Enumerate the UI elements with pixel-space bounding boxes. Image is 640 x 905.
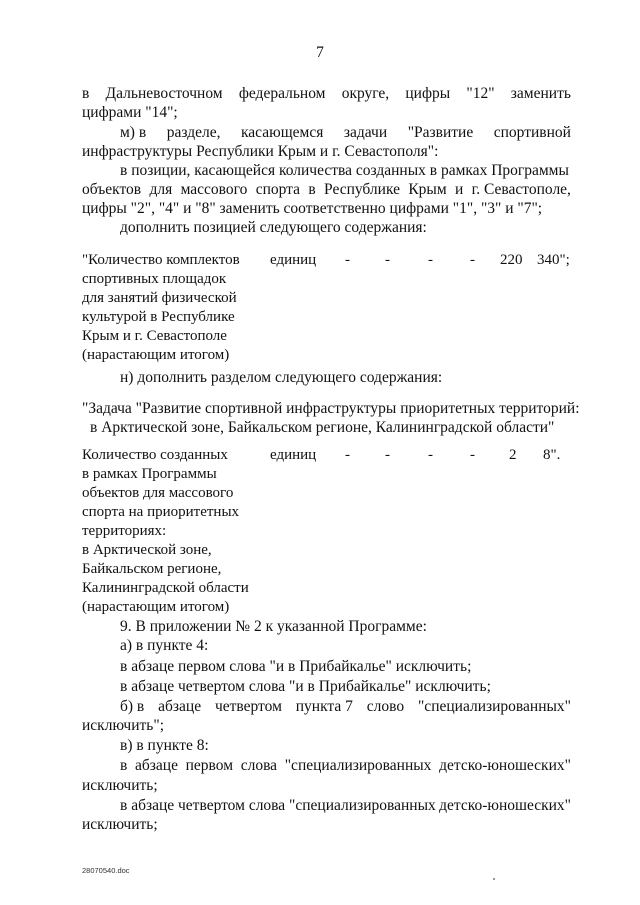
value-cell: 340"; [537, 252, 570, 268]
word: заменить [510, 85, 571, 102]
document-filename: 28070540.doc [82, 866, 130, 875]
word: "12" [466, 85, 495, 102]
indicator-name-line: Крым и г. Севастополе [82, 328, 227, 344]
indicator-name-line: для занятий физической [82, 290, 237, 306]
dash-cell: - [385, 252, 390, 268]
word: абзаце [135, 757, 178, 774]
word: в [120, 757, 128, 774]
indicator-name-line: в Арктической зоне, [82, 542, 212, 558]
word: абзаце [158, 698, 202, 715]
word: касающемся [241, 124, 324, 141]
dash-cell: - [428, 252, 433, 268]
task-title-line: "Задача "Развитие спортивной инфраструктуры приоритетных территорий: [82, 400, 580, 417]
word: б) в [120, 698, 145, 715]
indicator-name-line: культурой в Республике [82, 309, 235, 325]
word: Крым [408, 181, 447, 198]
paragraph-line [82, 84, 571, 104]
paragraph-line: цифры "2", "4" и "8" заменить соответственно цифрами "1", "3" и "7"; [82, 200, 543, 217]
paragraph-line: исключить"; [82, 717, 164, 734]
word: спорта [255, 181, 301, 198]
paragraph-line [120, 123, 571, 143]
dash-cell: - [470, 252, 475, 268]
word: Дальневосточном [105, 85, 223, 102]
word: "специализированных" [417, 698, 571, 715]
word: цифры [405, 85, 451, 102]
word: массового [180, 181, 248, 198]
dash-cell: - [428, 447, 433, 463]
task-title-line: в Арктической зоне, Байкальском регионе, Калининградской области" [90, 419, 555, 436]
paragraph-line: в) в пункте 8: [120, 737, 209, 754]
word: для [149, 181, 173, 198]
paragraph-line: инфраструктуры Республики Крым и г. Севастополя": [82, 143, 439, 160]
paragraph-line: а) в пункте 4: [120, 637, 209, 654]
scan-speck [493, 878, 495, 880]
dash-cell: - [345, 447, 350, 463]
paragraph-line: 9. В приложении № 2 к указанной Программе: [120, 618, 427, 635]
indicator-name-line: "Количество комплектов [82, 252, 240, 268]
dash-cell: - [385, 447, 390, 463]
indicator-name-line: в рамках Программы [82, 466, 217, 482]
paragraph-line: в позиции, касающейся количества созданных в рамках Программы [120, 162, 569, 179]
unit-cell: единиц [270, 447, 317, 463]
indicator-name-line: территориях: [82, 523, 167, 539]
paragraph-line: исключить; [82, 816, 158, 833]
word: Республике [324, 181, 400, 198]
word: детско-юношеских" [439, 797, 571, 814]
word: четвертом [214, 698, 282, 715]
unit-cell: единиц [270, 252, 317, 268]
word: детско-юношеских" [439, 757, 571, 774]
value-cell: 2 [509, 447, 517, 463]
paragraph-line: в абзаце первом слова "и в Прибайкалье" исключить; [120, 658, 472, 675]
indicator-name-line: спортивных площадок [82, 271, 227, 287]
word: "Развитие [407, 124, 474, 141]
paragraph-line: исключить; [82, 777, 158, 794]
word: слова [240, 757, 278, 774]
word: "специализированных [284, 757, 432, 774]
paragraph-line [82, 180, 571, 200]
word: задачи [343, 124, 388, 141]
word: м) в [120, 124, 147, 141]
word: разделе, [166, 124, 221, 141]
word: и [455, 181, 464, 198]
indicator-name-line: (нарастающим итогом) [82, 599, 230, 615]
value-cell: 220 [500, 252, 523, 268]
word: пункта 7 [295, 698, 353, 715]
paragraph-line: в абзаце четвертом слова "и в Прибайкалье" исключить; [120, 678, 491, 695]
paragraph-line [120, 796, 571, 816]
paragraph-line: дополнить позицией следующего содержания: [120, 219, 427, 236]
indicator-name-line: Байкальском регионе, [82, 561, 222, 577]
paragraph-line: цифрами "14"; [82, 104, 178, 121]
paragraph-line: н) дополнить разделом следующего содержания: [120, 369, 443, 386]
dash-cell: - [470, 447, 475, 463]
word: в [82, 85, 90, 102]
value-cell: 8". [543, 447, 561, 463]
indicator-name-line: объектов для массового [82, 485, 234, 501]
paragraph-line [120, 756, 571, 776]
dash-cell: - [345, 252, 350, 268]
indicator-name-line: спорта на приоритетных [82, 504, 240, 520]
indicator-name-line: Калининградской области [82, 580, 249, 596]
word: в абзаце четвертом слова "специализированных [120, 797, 436, 814]
word: федеральном [238, 85, 326, 102]
word: объектов [82, 181, 142, 198]
paragraph-line [120, 697, 571, 717]
page-number: 7 [316, 44, 324, 61]
indicator-name-line: (нарастающим итогом) [82, 347, 230, 363]
word: спортивной [493, 124, 571, 141]
word: округе, [341, 85, 390, 102]
word: слово [366, 698, 405, 715]
word: первом [185, 757, 234, 774]
word: г. Севастополе, [471, 181, 571, 198]
word: в [308, 181, 316, 198]
indicator-name-line: Количество созданных [82, 447, 228, 463]
